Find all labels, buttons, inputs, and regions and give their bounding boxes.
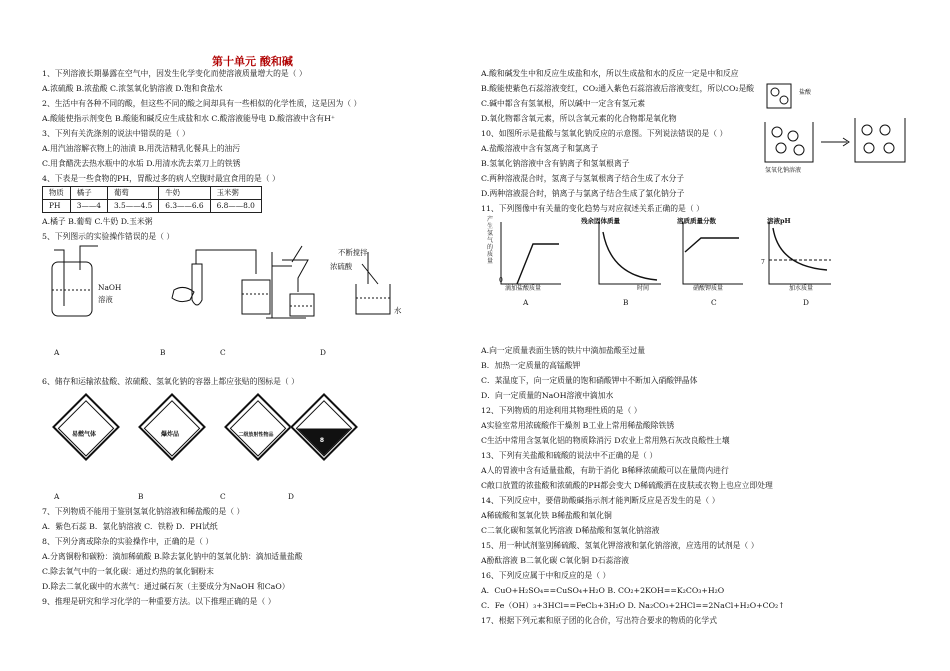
question-13-options-cd: C敞口放置的浓盐酸和浓硫酸的PH都会变大 D稀硫酸洒在皮肤或衣物上也应立即处理	[481, 481, 773, 490]
sign-label: 二级放射性物品	[238, 432, 274, 438]
acid-beaker-icon	[767, 84, 791, 108]
question-12-options-cd: C生活中常用含氢氧化铝的物质除消污 D农业上常用熟石灰改良酸性土壤	[481, 436, 730, 445]
question-10-option-b: B.氢氧化钠溶液中含有钠离子和氢氧根离子	[481, 159, 630, 168]
question-10: 10、如图所示是盐酸与氢氧化钠反应的示意图。下列说法错误的是（ ）	[481, 129, 728, 138]
question-7-options: A．紫色石蕊 B．氯化钠溶液 C．铁粉 D．PH试纸	[42, 522, 218, 531]
question-9: 9、推理是研究和学习化学的一种重要方法。以下推理正确的是（ ）	[42, 597, 276, 606]
question-12: 12、下列物质的用途利用其物理性质的是（ ）	[481, 406, 642, 415]
question-1-options: A.浓硫酸 B.浓盐酸 C.浓氢氧化钠溶液 D.饱和食盐水	[42, 84, 223, 93]
ph-table-value-row	[43, 200, 262, 213]
graph-c-ylabel: 溶质质量分数	[677, 217, 716, 225]
question-10-option-d: D.两种溶液混合时，钠离子与氯离子结合生成了氯化钠分子	[481, 189, 685, 198]
question-9-option-c: C.碱中都含有氢氧根，所以碱中一定含有氢元素	[481, 99, 646, 108]
question-16-options-ab: A．CuO+H₂SO₄==CuSO₄+H₂O B. CO₂+2KOH==K₂CO₃+H₂O	[481, 586, 725, 595]
ph-table-cell: 物质	[43, 187, 71, 200]
question-12-options-ab: A实验室常用浓硫酸作干燥剂 B工业上常用稀盐酸除铁锈	[481, 421, 675, 430]
graph-b-letter: B	[623, 298, 629, 307]
question-8: 8、下列分离或除杂的实验操作中，正确的是（ ）	[42, 537, 214, 546]
question-14-options-ab: A稀硫酸和氢氧化铁 B稀盐酸和氧化铜	[481, 511, 612, 520]
graph-c-xlabel: 硝酸钾质量	[693, 285, 724, 292]
graph-d-mark: 7	[761, 259, 765, 266]
ph-table-cell: 6.8——8.0	[210, 200, 261, 213]
question-4-options: A.橘子 B.葡萄 C.牛奶 D.玉米粥	[42, 217, 153, 226]
naoh-label: NaOH	[98, 283, 122, 292]
question-17: 17、根据下列元素和原子团的化合价，写出符合要求的物质的化学式	[481, 616, 718, 625]
question-15-options: A酚酞溶液 B二氧化碳 C氧化铜 D石蕊溶液	[481, 556, 629, 565]
option-letter: A	[54, 348, 60, 357]
question-8-option-d: D.除去二氧化碳中的水蒸气：通过碱石灰（主要成分为NaOH 和CaO）	[42, 582, 290, 591]
question-8-options-ab: A.分离铜粉和碳粉：滴加稀硫酸 B.除去氯化钠中的氢氧化钠：滴加适量盐酸	[42, 552, 303, 561]
question-10-option-a: A.盐酸溶液中含有氢离子和氯离子	[481, 144, 599, 153]
option-letter: D	[288, 492, 294, 501]
conc-acid-label: 浓硫酸	[330, 262, 353, 271]
graph-d-letter: D	[803, 298, 809, 307]
graph-a-origin: 0	[499, 277, 503, 284]
flammable-gas-sign-icon	[52, 393, 120, 461]
ph-table-cell: 玉米粥	[210, 187, 261, 200]
neutralization-diagram	[763, 82, 913, 170]
question-11-option-c: C．某温度下，向一定质量的饱和硝酸钾中不断加入硝酸钾晶体	[481, 376, 698, 385]
gas-washing-bottle-icon	[52, 246, 98, 316]
ph-table-cell: PH	[43, 200, 71, 213]
dilution-beaker-icon	[356, 252, 390, 314]
question-3-options-cd: C.用食醋洗去热水瓶中的水垢 D.用清水洗去菜刀上的铁锈	[42, 159, 241, 168]
sign-label: 爆炸品	[160, 431, 179, 438]
ph-table-cell: 3——4	[70, 200, 107, 213]
question-13: 13、下列有关盐酸和硫酸的说法中不正确的是（ ）	[481, 451, 658, 460]
question-11: 11、下列图像中有关量的变化趋势与对应叙述关系正确的是（ ）	[481, 204, 704, 213]
water-label: 水	[394, 306, 402, 315]
option-letter: B	[160, 348, 166, 357]
option-letter: C	[220, 492, 226, 501]
option-letter: B	[138, 492, 144, 501]
question-15: 15、用一种试剂鉴别稀硫酸、氢氧化钾溶液和氯化钠溶液，应选用的试剂是（ ）	[481, 541, 759, 550]
question-14-options-cd: C二氧化碳和氢氧化钙溶液 D稀盐酸和氢氧化钠溶液	[481, 526, 660, 535]
question-3: 3、下列有关洗涤剂的说法中错误的是（ ）	[42, 129, 190, 138]
radioactive-sign-icon	[224, 393, 292, 461]
filtration-setup-icon	[266, 246, 314, 318]
graph-c-letter: C	[711, 298, 717, 307]
question-2-options: A.酸能使指示剂变色 B.酸能和碱反应生成盐和水 C.酸溶液能导电 D.酸溶液中含有H⁺	[42, 114, 335, 123]
question-16-options-cd: C．Fe（OH）₃+3HCl==FeCl₃+3H₂O D. Na₂CO₃+2HCl==2NaCl+H₂O+CO₂↑	[481, 601, 785, 610]
question-14: 14、下列反应中，要借助酸碱指示剂才能判断反应是否发生的是（ ）	[481, 496, 720, 505]
question-6: 6、储存和运输浓盐酸、浓硫酸、氢氧化钠的容器上都应张贴的图标是（ ）	[42, 377, 299, 386]
question-9-option-a: A.酸和碱发生中和反应生成盐和水，所以生成盐和水的反应一定是中和反应	[481, 69, 739, 78]
graph-a-letter: A	[523, 298, 529, 307]
question-5: 5、下列图示的实验操作错误的是（ ）	[42, 232, 175, 241]
question-13-options-ab: A人的胃液中含有适量盐酸，有助于消化 B稀释浓硫酸可以在量筒内进行	[481, 466, 729, 475]
question-8-option-c: C.除去氧气中的一氧化碳：通过灼热的氧化铜粉末	[42, 567, 214, 576]
ph-table-cell: 6.3——6.6	[159, 200, 210, 213]
test-tube-hand-icon	[172, 250, 270, 314]
sign-label: 易燃气体	[71, 431, 96, 438]
stir-label: 不断搅拌	[338, 248, 368, 257]
question-11-option-a: A.向一定质量表面生锈的铁片中滴加盐酸至过量	[481, 346, 646, 355]
explosive-sign-icon	[138, 393, 206, 461]
page-title: 第十单元 酸和碱	[212, 55, 293, 68]
question-10-option-c: C.两种溶液混合时，氢离子与氢氧根离子结合生成了水分子	[481, 174, 685, 183]
question-16: 16、下列反应属于中和反应的是（ ）	[481, 571, 611, 580]
graph-a-ylabel: 产生氢气的质量	[487, 216, 494, 265]
ph-table-cell: 橘子	[70, 187, 107, 200]
naoh-solution-label: 溶液	[98, 295, 113, 304]
base-label: 氢氧化钠溶液	[765, 167, 802, 174]
question-7: 7、下列物质不能用于鉴别氢氧化钠溶液和稀盐酸的是（ ）	[42, 507, 245, 516]
question-4: 4、下表是一些食物的PH，胃酸过多的病人空腹时最宜食用的是（ ）	[42, 174, 280, 183]
graph-d-xlabel: 加水质量	[789, 285, 814, 292]
acid-label: 盐酸	[799, 89, 812, 96]
ph-table	[42, 186, 262, 213]
ph-table-header-row	[43, 187, 262, 200]
question-1: 1、下列溶液长期暴露在空气中，因发生化学变化而使溶液质量增大的是（ ）	[42, 69, 307, 78]
graph-b-xlabel: 时间	[637, 285, 650, 292]
sign-label: 腐蚀品	[312, 421, 331, 428]
ph-table-cell: 3.5——4.5	[107, 200, 158, 213]
option-letter: C	[220, 348, 226, 357]
question-9-option-b: B.酸能使紫色石蕊溶液变红，CO₂通入紫色石蕊溶液后溶液变红，所以CO₂是酸	[481, 84, 755, 93]
question-2: 2、生活中有各种不同的酸，但这些不同的酸之间却具有一些相似的化学性质，这是因为（ ）	[42, 99, 362, 108]
question-3-options-ab: A.用汽油溶解衣物上的油渍 B.用洗洁精乳化餐具上的油污	[42, 144, 241, 153]
question-9-option-d: D.氧化物都含氧元素，所以含氧元素的化合物都是氧化物	[481, 114, 677, 123]
question-11-option-b: B．加热一定质量的高锰酸钾	[481, 361, 581, 370]
sign-number: 8	[319, 437, 325, 444]
ph-table-cell: 牛奶	[159, 187, 210, 200]
graph-a-xlabel: 滴加盐酸质量	[505, 285, 542, 292]
option-letter: D	[320, 348, 326, 357]
question-11-option-d: D．向一定质量的NaOH溶液中滴加水	[481, 391, 614, 400]
option-letter: A	[54, 492, 60, 501]
graph-b-ylabel: 残余固体质量	[581, 217, 620, 225]
ph-table-cell: 葡萄	[107, 187, 158, 200]
graph-d-ylabel: 溶液pH	[767, 217, 791, 225]
